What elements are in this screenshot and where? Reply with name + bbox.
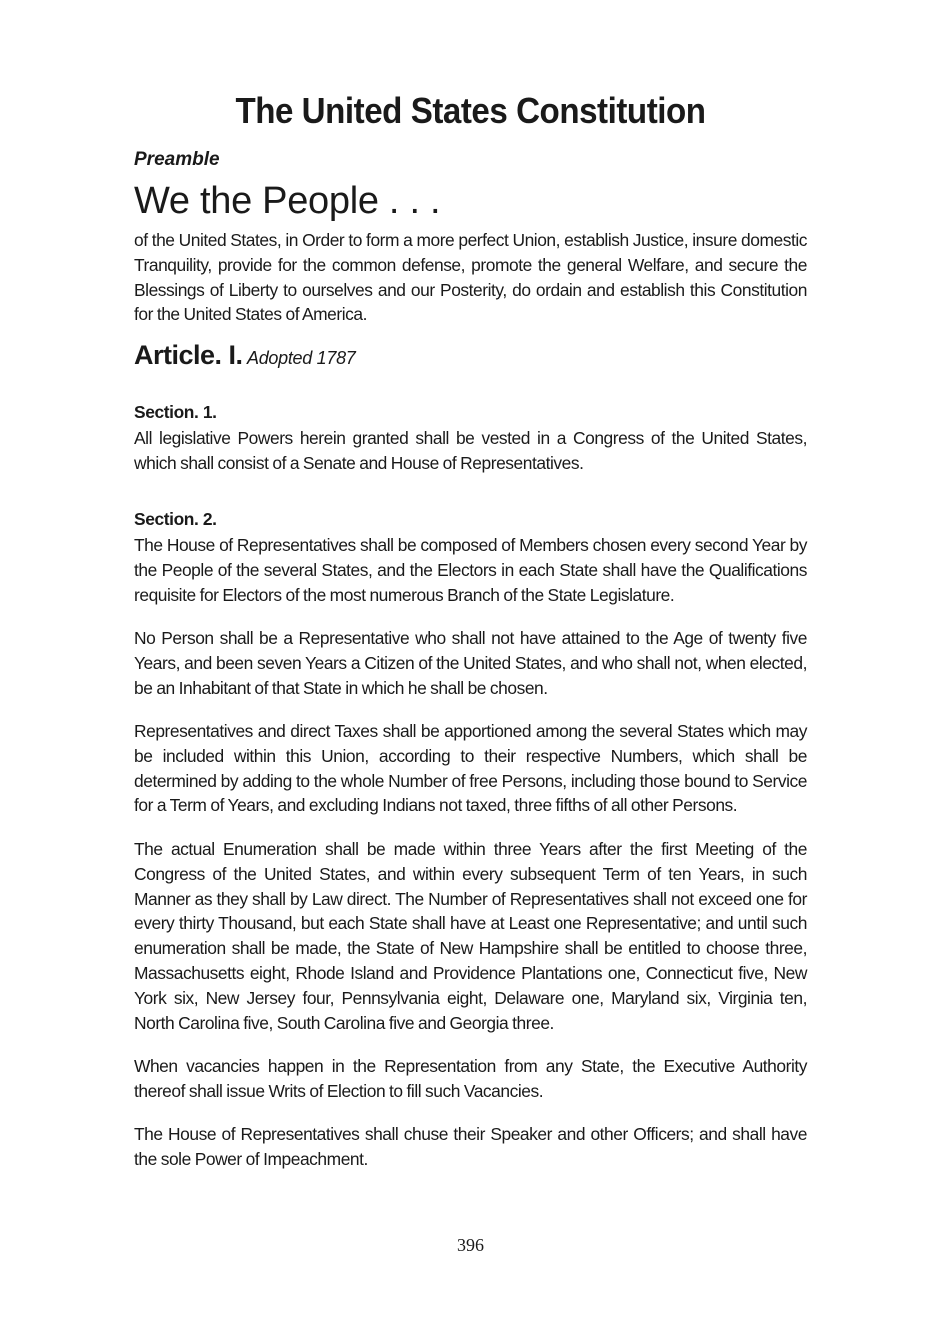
- section-2-paragraph: No Person shall be a Representative who shall not have attained to the Age of twenty five Years, and been seven Years a Citizen of the United States, and who shall not, when elected, be an Inhabitant of that State in which he shall be chosen.: [134, 628, 807, 698]
- article-heading: [134, 340, 356, 371]
- page-number: 396: [457, 1235, 484, 1255]
- preamble-text: of the United States, in Order to form a more perfect Union, establish Justice, insure domestic Tranquility, provide for the common defense, promote the general Welfare, and secure the Blessings of Liberty to ourselves and our Posterity, do ordain and establish this Constitution for the United States of America.: [134, 230, 807, 325]
- preamble-label: Preamble: [134, 149, 220, 170]
- preamble-lead: We the People . . .: [134, 180, 441, 222]
- section-2-paragraph: The House of Representatives shall chuse their Speaker and other Officers; and shall have the sole Power of Impeachment.: [134, 1124, 807, 1169]
- section-2-paragraph: The House of Representatives shall be composed of Members chosen every second Year by the People of the several States, and the Electors in each State shall have the Qualifications requisite for Electors of the most numerous Branch of the State Legislature.: [134, 535, 807, 605]
- section-2-paragraph: Representatives and direct Taxes shall be apportioned among the several States which may be included within this Union, according to their respective Numbers, which shall be determined by adding to the whole Number of free Persons, including those bound to Service for a Term of Years, and excluding Indians not taxed, three fifths of all other Persons.: [134, 721, 807, 816]
- document-title: The United States Constitution: [235, 90, 706, 131]
- section-2-label: Section. 2.: [134, 509, 217, 529]
- article-adopted-note: Adopted 1787: [247, 348, 356, 368]
- section-2-paragraph: When vacancies happen in the Representation from any State, the Executive Authority thereof shall issue Writs of Election to fill such Vacancies.: [134, 1056, 807, 1101]
- article-title: Article. I.: [134, 340, 243, 370]
- section-1-paragraph: All legislative Powers herein granted shall be vested in a Congress of the United States, which shall consist of a Senate and House of Representatives.: [134, 428, 807, 473]
- section-2-paragraph: The actual Enumeration shall be made within three Years after the first Meeting of the Congress of the United States, and within every subsequent Term of ten Years, in such Manner as they shall by Law direct. The Number of Representatives shall not exceed one for every thirty Thousand, but each State shall have at Least one Representative; and until such enumeration shall be made, the State of New Hampshire shall be entitled to choose three, Massachusetts eight, Rhode Island and Providence Plantations one, Connecticut five, New York six, New Jersey four, Pennsylvania eight, Delaware one, Maryland six, Virginia ten, North Carolina five, South Carolina five and Georgia three.: [134, 839, 807, 1033]
- section-1-label: Section. 1.: [134, 402, 217, 422]
